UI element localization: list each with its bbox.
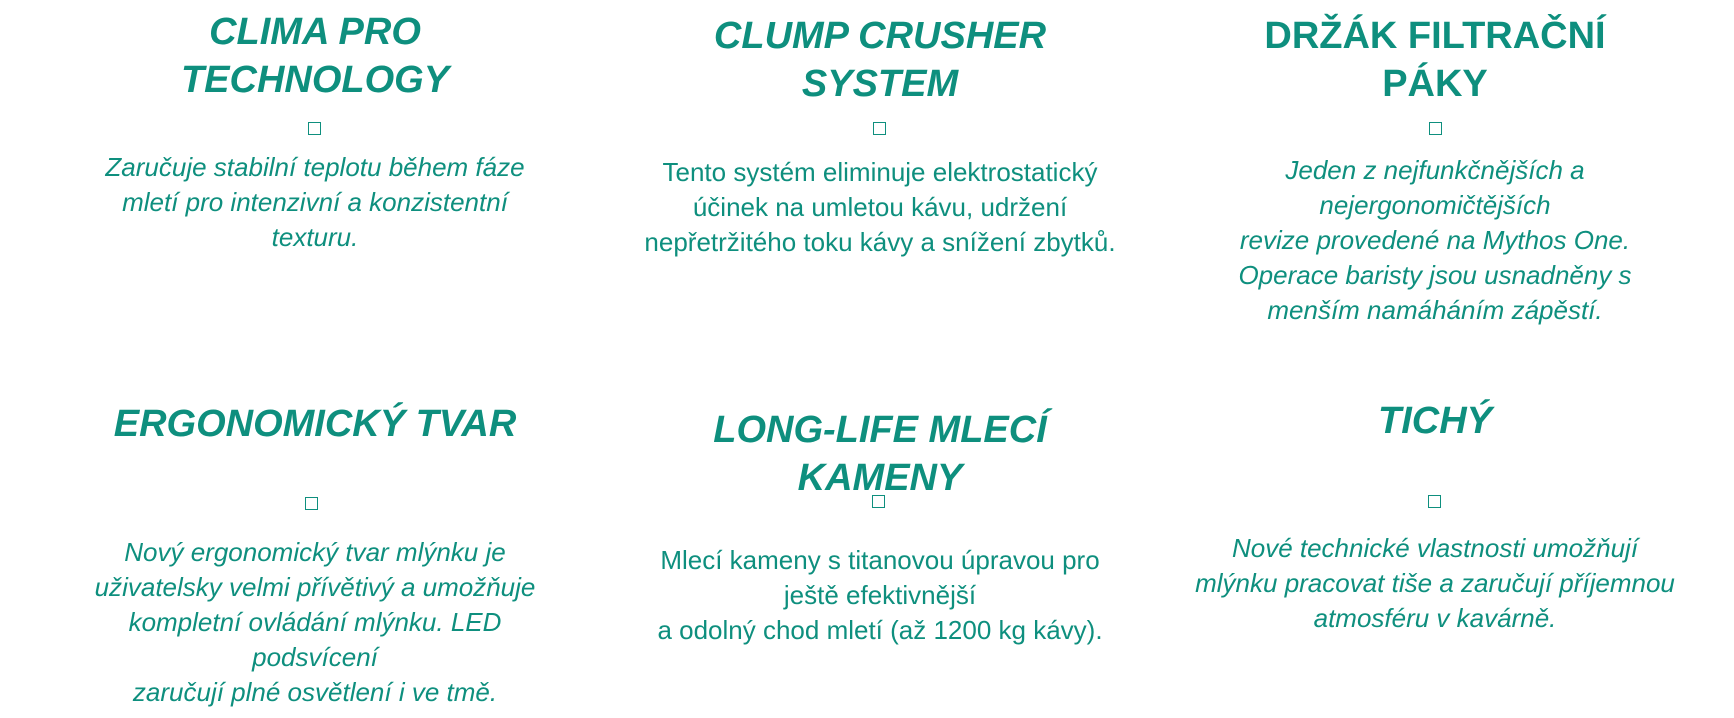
feature-clima-pro <box>40 0 590 300</box>
feature-description: Nový ergonomický tvar mlýnku je uživatelsky velmi přívětivý a umožňuje kompletní ovládání mlýnku. LED podsvícení zaručují plné osvětlení i ve tmě. <box>94 537 536 707</box>
feature-title: ERGONOMICKÝ TVAR <box>113 403 517 445</box>
feature-description: Tento systém eliminuje elektrostatický účinek na umletou kávu, udržení nepřetržitého toku kávy a snížení zbytků. <box>644 157 1116 257</box>
square-bullet-icon <box>873 122 886 135</box>
feature-clump-crusher <box>600 0 1160 300</box>
feature-drzak-filtracni-paky <box>1165 0 1705 330</box>
square-bullet-icon <box>1428 495 1441 508</box>
feature-tichy <box>1165 390 1705 690</box>
square-bullet-icon <box>308 122 321 135</box>
square-bullet-icon <box>305 497 318 510</box>
feature-title: CLUMP CRUSHER SYSTEM <box>713 15 1047 105</box>
feature-ergonomicky-tvar <box>40 390 590 718</box>
feature-description: Nové technické vlastnosti umožňují mlýnku pracovat tiše a zaručují příjemnou atmosféru v kavárně. <box>1195 533 1675 633</box>
feature-title: LONG-LIFE MLECÍ KAMENY <box>713 409 1047 499</box>
square-bullet-icon <box>872 495 885 508</box>
feature-title: TICHÝ <box>1378 400 1492 442</box>
feature-description: Mlecí kameny s titanovou úpravou pro ještě efektivnější a odolný chod mletí (až 1200 kg kávy). <box>657 545 1103 645</box>
feature-description: Zaručuje stabilní teplotu během fáze mletí pro intenzivní a konzistentní texturu. <box>105 152 525 252</box>
square-bullet-icon <box>1429 122 1442 135</box>
feature-description: Jeden z nejfunkčnějších a nejergonomičtějších revize provedené na Mythos One. Operace baristy jsou usnadněny s menším namáháním zápěstí. <box>1238 155 1632 325</box>
feature-title: DRŽÁK FILTRAČNÍ PÁKY <box>1264 15 1606 105</box>
feature-long-life-mleci-kameny <box>600 390 1160 690</box>
feature-title: CLIMA PRO TECHNOLOGY <box>180 11 450 101</box>
